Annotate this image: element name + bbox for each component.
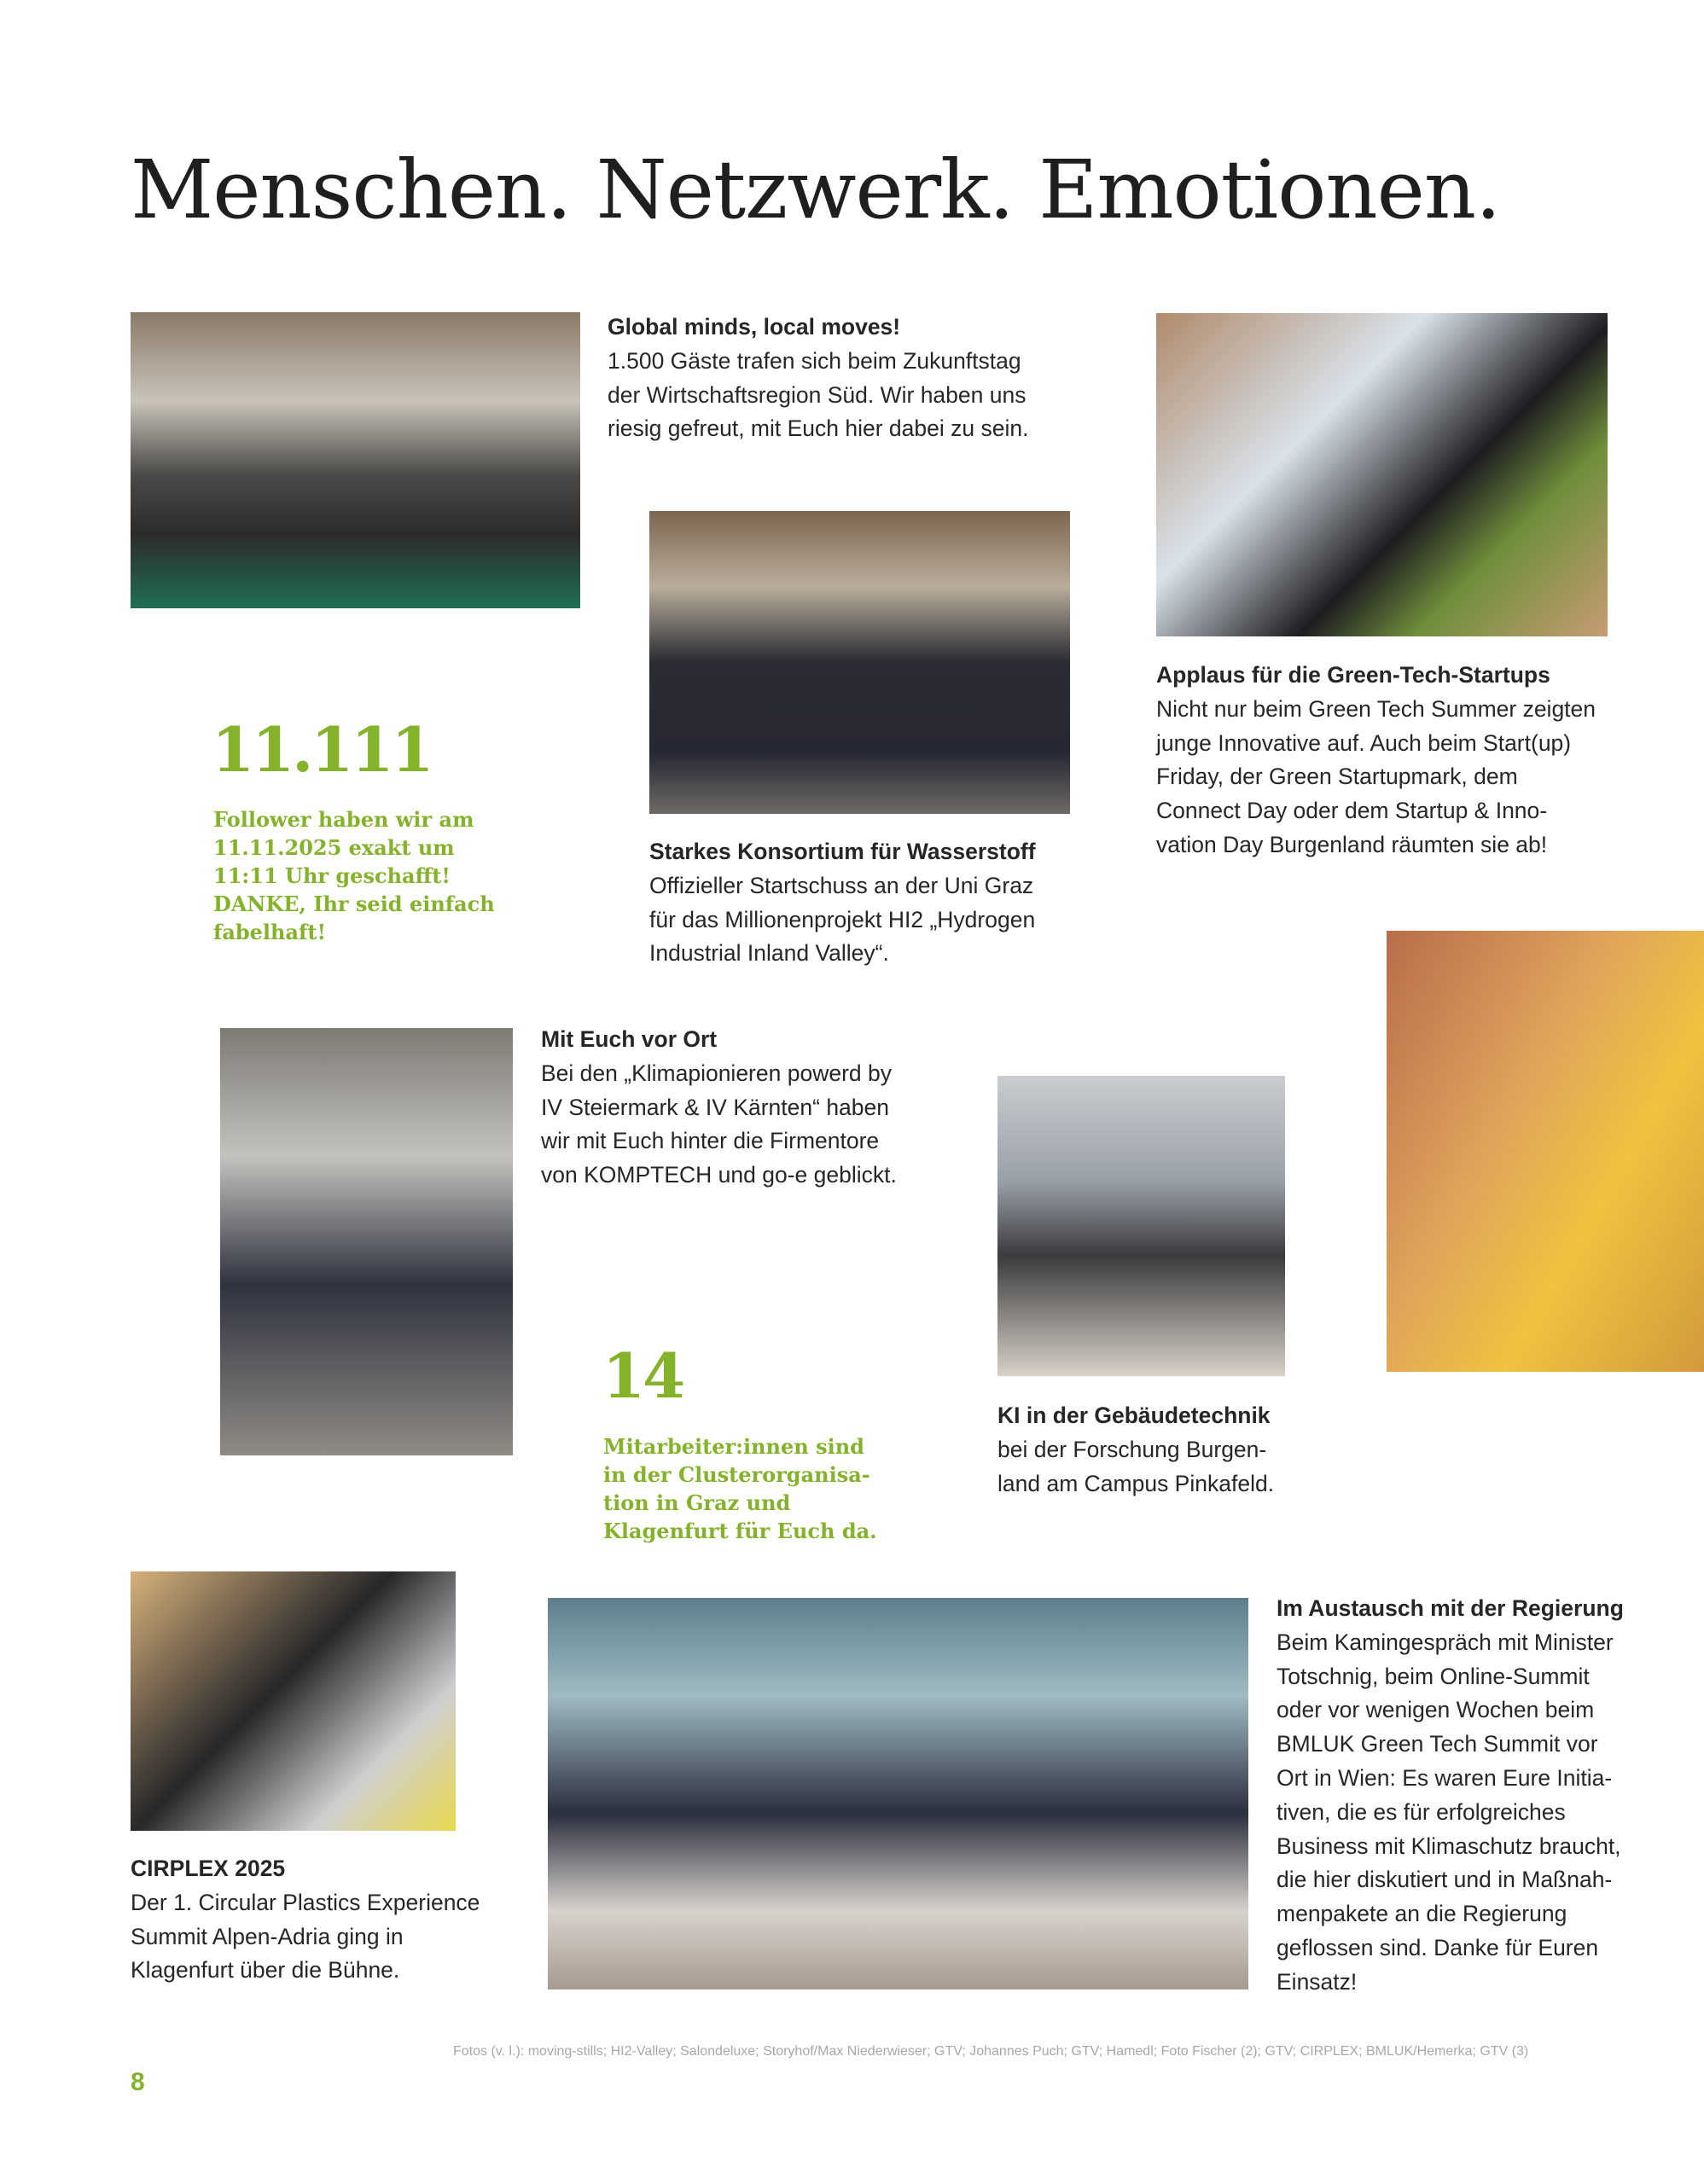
text-line: IV Steiermark & IV Kärnten“ haben bbox=[541, 1094, 890, 1120]
text-line: geflossen sind. Danke für Euren bbox=[1277, 1934, 1599, 1960]
text-line: tiven, die es für erfolgreiches bbox=[1277, 1798, 1566, 1825]
text-line: fabelhaft! bbox=[213, 920, 326, 944]
photo-green-tech-startups-applause bbox=[1156, 313, 1608, 636]
text-heading-line: Mit Euch vor Ort bbox=[541, 1026, 718, 1052]
text-line: 11.11.2025 exakt um bbox=[213, 835, 455, 860]
text-line: Klagenfurt über die Bühne. bbox=[131, 1957, 400, 1984]
photo-cirplex bbox=[131, 1571, 456, 1831]
text-line: Der 1. Circular Plastics Experience bbox=[131, 1889, 480, 1915]
caption-regierung bbox=[1277, 1592, 1624, 2000]
text-heading-line: Starkes Konsortium für Wasserstoff bbox=[649, 839, 1036, 864]
text-heading-line: Im Austausch mit der Regierung bbox=[1277, 1595, 1624, 1621]
text-line: in der Clusterorganisa- bbox=[603, 1462, 870, 1487]
stat-staff-number: 14 bbox=[602, 1339, 683, 1412]
text-line: junge Innovative auf. Auch beim Start(up) bbox=[1156, 729, 1572, 756]
photo-hydrogen-consortium-group bbox=[649, 511, 1070, 814]
caption-applaus bbox=[1156, 659, 1596, 863]
text-line: vation Day Burgenland räumten sie ab! bbox=[1156, 831, 1548, 857]
photo-klimapioniere-visit bbox=[220, 1028, 513, 1455]
text-line: Einsatz! bbox=[1277, 1968, 1358, 1995]
stat-followers-text bbox=[213, 805, 495, 946]
text-line: Industrial Inland Valley“. bbox=[649, 940, 889, 967]
photo-ki-gebaeudetechnik bbox=[997, 1076, 1285, 1376]
text-heading-line: Mitarbeiter:innen sind bbox=[603, 1434, 864, 1459]
photo-green-tech-stars-wall bbox=[1387, 931, 1704, 1372]
caption-ki bbox=[997, 1399, 1274, 1501]
caption-cirplex bbox=[131, 1852, 480, 1988]
caption-konsortium bbox=[649, 835, 1036, 971]
text-line: Klagenfurt für Euch da. bbox=[603, 1519, 877, 1543]
text-heading-line: Follower haben wir am bbox=[213, 807, 474, 832]
text-line: bei der Forschung Burgen- bbox=[997, 1436, 1267, 1462]
text-line: von KOMPTECH und go-e geblickt. bbox=[541, 1162, 897, 1188]
photo-government-group bbox=[548, 1598, 1248, 1989]
caption-vor-ort bbox=[541, 1023, 897, 1193]
stat-followers-number: 11.111 bbox=[212, 713, 432, 786]
text-line: Beim Kamingespräch mit Minister bbox=[1277, 1629, 1614, 1655]
text-line: der Wirtschaftsregion Süd. Wir haben uns bbox=[608, 381, 1026, 408]
text-line: menpakete an die Regierung bbox=[1277, 1901, 1567, 1927]
text-line: Nicht nur beim Green Tech Summer zeigten bbox=[1156, 695, 1596, 722]
text-line: 11:11 Uhr geschafft! bbox=[213, 863, 451, 888]
photo-credits: Fotos (v. l.): moving-stills; HI2-Valley; Salondeluxe; Storyhof/Max Niederwieser; GTV; Johannes Puch; GTV; Hamedl; Foto Fischer (2); GTV; CIRPLEX; BMLUK/Hemerka; GTV (3) bbox=[453, 2044, 1529, 2059]
text-heading-line: KI in der Gebäudetechnik bbox=[997, 1403, 1271, 1428]
text-line: Bei den „Klimapionieren powerd by bbox=[541, 1060, 892, 1086]
text-line: wir mit Euch hinter die Firmentore bbox=[541, 1128, 880, 1154]
text-line: Connect Day oder dem Startup & Inno- bbox=[1156, 798, 1548, 824]
text-line: Business mit Klimaschutz braucht, bbox=[1277, 1833, 1621, 1859]
text-line: tion in Graz und bbox=[603, 1490, 791, 1515]
text-line: land am Campus Pinkafeld. bbox=[997, 1470, 1275, 1496]
text-heading-line: Global minds, local moves! bbox=[608, 314, 901, 340]
text-heading-line: CIRPLEX 2025 bbox=[131, 1856, 286, 1881]
text-line: oder vor wenigen Wochen beim bbox=[1277, 1697, 1595, 1723]
text-line: Summit Alpen-Adria ging in bbox=[131, 1923, 404, 1949]
text-line: für das Millionenprojekt HI2 „Hydrogen bbox=[649, 906, 1036, 932]
caption-global-minds bbox=[608, 311, 1028, 446]
text-line: BMLUK Green Tech Summit vor bbox=[1277, 1731, 1598, 1757]
text-line: Friday, der Green Startupmark, dem bbox=[1156, 764, 1518, 790]
text-line: Ort in Wien: Es waren Eure Initia- bbox=[1277, 1764, 1613, 1791]
text-line: riesig gefreut, mit Euch hier dabei zu sein. bbox=[608, 415, 1029, 442]
stat-staff-text bbox=[603, 1432, 877, 1545]
text-heading-line: Applaus für die Green-Tech-Startups bbox=[1156, 662, 1550, 688]
text-line: 1.500 Gäste trafen sich beim Zukunftstag bbox=[608, 347, 1021, 374]
page-title: Menschen. Netzwerk. Emotionen. bbox=[131, 143, 1501, 237]
text-line: die hier diskutiert und in Maßnah- bbox=[1277, 1867, 1613, 1893]
page-number: 8 bbox=[131, 2068, 145, 2096]
text-line: Offizieller Startschuss an der Uni Graz bbox=[649, 872, 1034, 898]
text-line: Totschnig, beim Online-Summit bbox=[1277, 1663, 1590, 1689]
text-line: DANKE, Ihr seid einfach bbox=[213, 892, 495, 916]
photo-zukunftstag-crowd bbox=[131, 312, 580, 608]
